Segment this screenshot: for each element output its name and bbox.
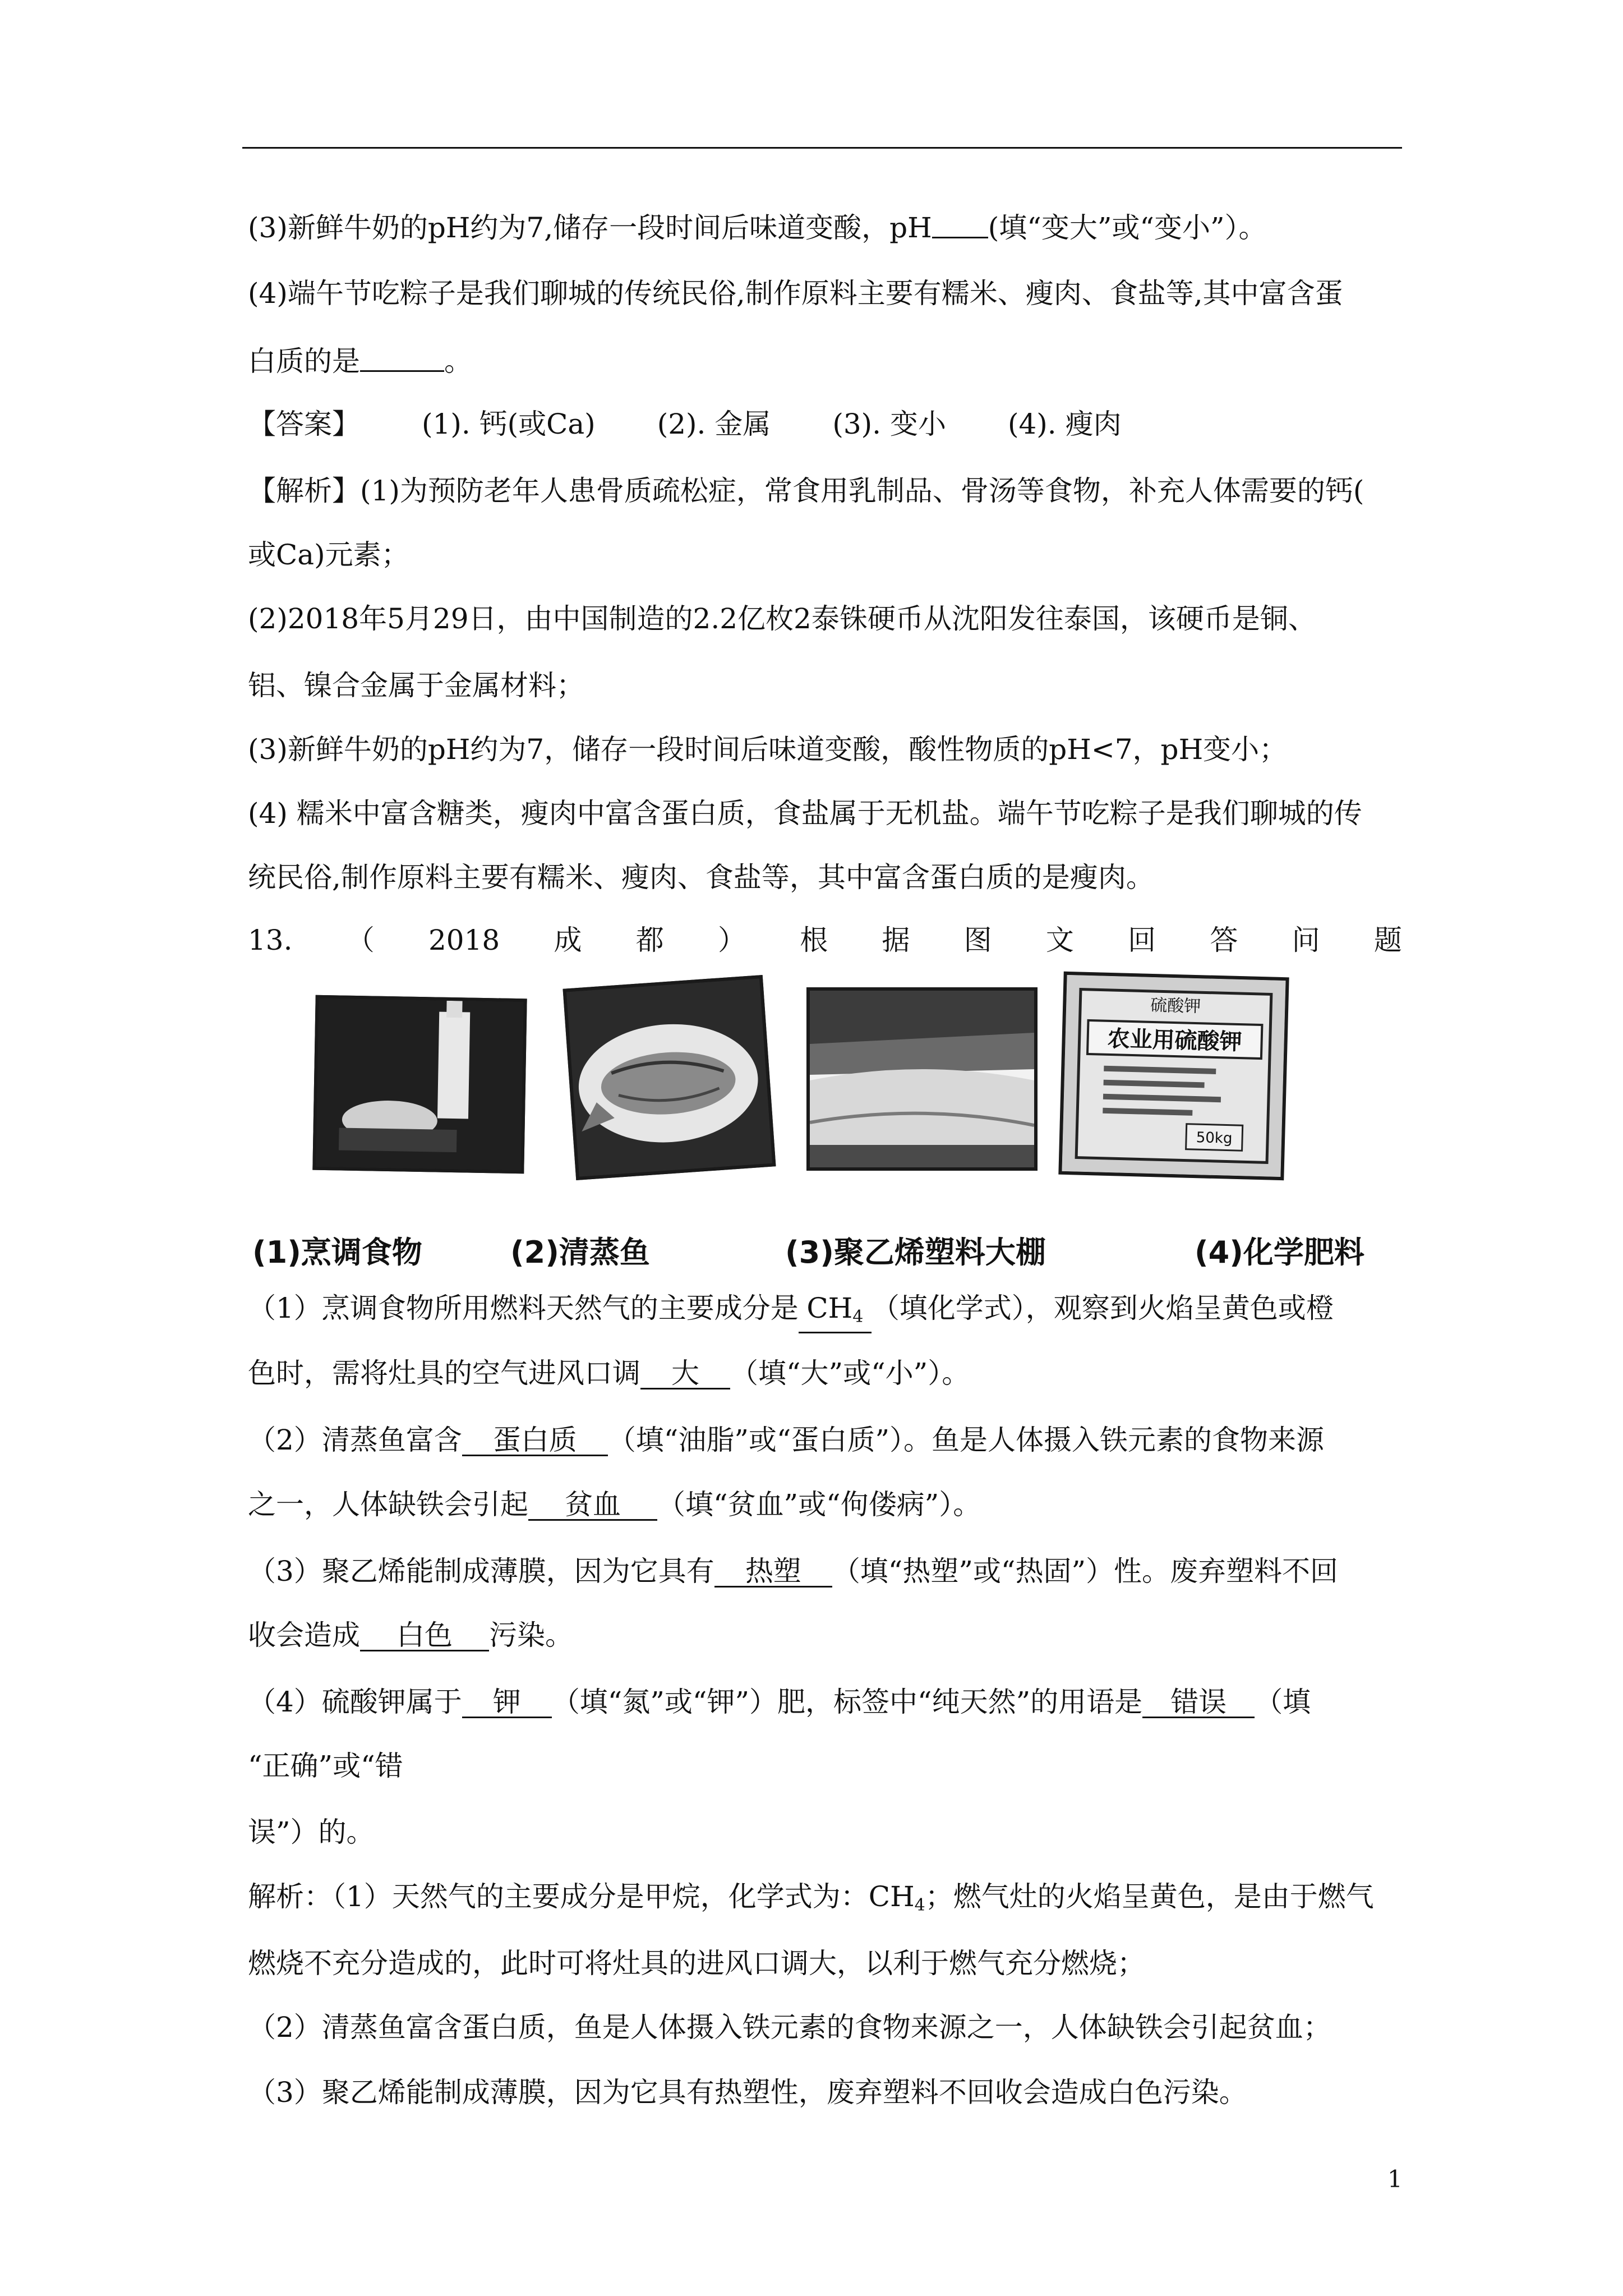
q12-part3-text: (3)新鲜牛奶的pH约为7,储存一段时间后味道变酸，pH bbox=[248, 211, 932, 244]
q13-s2-line1 bbox=[248, 1422, 1324, 1458]
bag-weight-text: 50kg bbox=[1196, 1129, 1233, 1147]
q12-part3-blank bbox=[932, 209, 988, 238]
q12-part3-line bbox=[248, 209, 1267, 246]
q13-s3-line2 bbox=[248, 1617, 573, 1653]
photo-cooking bbox=[312, 995, 527, 1174]
bag-title-text: 农业用硫酸钾 bbox=[1107, 1025, 1243, 1056]
answer-3: (3). 变小 bbox=[832, 408, 946, 440]
s1b-text: 色时，需将灶具的空气进风口调 bbox=[248, 1357, 640, 1389]
q13-analysis-line2: 燃烧不充分造成的，此时可将灶具的进风口调大，以利于燃气充分燃烧； bbox=[248, 1947, 1145, 1980]
greenhouse-image bbox=[810, 991, 1034, 1167]
photo-plastic-greenhouse bbox=[806, 987, 1038, 1171]
q12-analysis-line1 bbox=[248, 473, 1364, 509]
s2-answer-protein: 蛋白质 bbox=[462, 1425, 608, 1456]
q13-token: 成 bbox=[554, 924, 582, 956]
q13-captions bbox=[252, 1228, 1402, 1273]
q13-header bbox=[248, 922, 1402, 958]
q13-s2-line2 bbox=[248, 1487, 981, 1522]
page-number: 1 bbox=[1387, 2165, 1403, 2193]
q13-analysis-text: 解析：（1）天然气的主要成分是甲烷，化学式为：CH bbox=[248, 1880, 915, 1913]
q13-token: （ bbox=[346, 924, 375, 956]
q12-part4-line2 bbox=[248, 342, 472, 379]
q13-s4-line3: 误”）的。 bbox=[248, 1816, 375, 1848]
answer-4: (4). 瘦肉 bbox=[1007, 408, 1122, 440]
analysis-subscript: 4 bbox=[914, 1895, 925, 1915]
s2-tail: （填“油脂”或“蛋白质”）。鱼是人体摄入铁元素的食物来源 bbox=[607, 1424, 1325, 1456]
s1-text: （1）烹调食物所用燃料天然气的主要成分是 bbox=[248, 1292, 799, 1324]
q13-token: 都 bbox=[635, 924, 664, 956]
s3-answer-thermoplastic: 热塑 bbox=[714, 1557, 832, 1588]
q12-analysis-line5: (3)新鲜牛奶的pH约为7，储存一段时间后味道变酸，酸性物质的pH<7，pH变小； bbox=[248, 733, 1288, 766]
s2-text: （2）清蒸鱼富含 bbox=[248, 1424, 462, 1456]
q13-s3-line1 bbox=[248, 1553, 1338, 1589]
header-rule bbox=[242, 147, 1402, 149]
q13-number: 13. bbox=[248, 924, 293, 956]
analysis-text: (1)为预防老年人患骨质疏松症，常食用乳制品、骨汤等食物，补充人体需要的钙( bbox=[360, 475, 1364, 507]
q12-part4-text: 白质的是 bbox=[248, 345, 360, 378]
answer-2: (2). 金属 bbox=[657, 408, 771, 440]
q13-analysis-line1 bbox=[248, 1879, 1374, 1924]
s1b-tail: （填“大”或“小”）。 bbox=[730, 1357, 970, 1389]
formula-text: CH bbox=[806, 1292, 853, 1324]
s4-tail: （填 bbox=[1255, 1686, 1311, 1718]
q13-analysis-line3: （2）清蒸鱼富含蛋白质，鱼是人体摄入铁元素的食物来源之一，人体缺铁会引起贫血； bbox=[248, 2011, 1331, 2044]
s2b-tail: （填“贫血”或“佝偻病”）。 bbox=[657, 1488, 981, 1521]
s1-answer-big: 大 bbox=[640, 1359, 730, 1389]
photo-fertilizer-bag bbox=[1058, 972, 1289, 1180]
q12-part4-blank bbox=[360, 342, 444, 372]
s3-text: （3）聚乙烯能制成薄膜，因为它具有 bbox=[248, 1555, 714, 1588]
q12-part3-tail: (填“变大”或“变小”）。 bbox=[988, 211, 1267, 244]
q13-token: 答 bbox=[1210, 924, 1238, 956]
q13-s1-line1 bbox=[248, 1290, 1334, 1333]
s2b-text: 之一，人体缺铁会引起 bbox=[248, 1488, 528, 1521]
q13-token: 根 bbox=[800, 924, 828, 956]
q13-analysis-tail: ；燃气灶的火焰呈黄色，是由于燃气 bbox=[925, 1880, 1374, 1913]
fertilizer-bag-image bbox=[1062, 975, 1285, 1177]
fish-image bbox=[566, 978, 772, 1176]
q13-token: 问 bbox=[1292, 924, 1320, 956]
s4-text: （4）硫酸钾属于 bbox=[248, 1686, 462, 1718]
q13-analysis-line4: （3）聚乙烯能制成薄膜，因为它具有热塑性，废弃塑料不回收会造成白色污染。 bbox=[248, 2076, 1247, 2109]
q12-part4-tail: 。 bbox=[444, 345, 472, 378]
s4-answer-wrong: 错误 bbox=[1142, 1687, 1255, 1718]
bag-brand-text: 硫酸钾 bbox=[1150, 995, 1201, 1017]
answer-label: 【答案】 bbox=[248, 408, 360, 440]
q13-token: ） bbox=[717, 924, 746, 956]
q12-answer-line bbox=[248, 406, 1122, 442]
q13-s1-line2 bbox=[248, 1355, 970, 1391]
q13-token: 回 bbox=[1128, 924, 1156, 956]
analysis-label: 【解析】 bbox=[248, 475, 360, 507]
q13-s4-line1 bbox=[248, 1684, 1311, 1720]
s3-tail: （填“热塑”或“热固”）性。废弃塑料不回 bbox=[832, 1555, 1339, 1588]
s4-answer-potassium: 钾 bbox=[462, 1687, 552, 1718]
q13-year: 2018 bbox=[428, 924, 500, 956]
formula-subscript: 4 bbox=[852, 1307, 864, 1327]
caption-1: (1)烹调食物 bbox=[252, 1235, 422, 1270]
q13-token: 文 bbox=[1045, 924, 1074, 956]
caption-4: (4)化学肥料 bbox=[1195, 1235, 1364, 1270]
s3-answer-white: 白色 bbox=[360, 1621, 489, 1651]
s4-text-mid: （填“氮”或“钾”）肥，标签中“纯天然”的用语是 bbox=[551, 1686, 1143, 1718]
q12-part4-line1: (4)端午节吃粽子是我们聊城的传统民俗,制作原料主要有糯米、瘦肉、食盐等,其中富含蛋 bbox=[248, 277, 1343, 310]
q13-token: 图 bbox=[963, 924, 992, 956]
q12-analysis-line4: 铝、镍合金属于金属材料； bbox=[248, 669, 584, 702]
q13-figure bbox=[314, 966, 1380, 1258]
cooking-image bbox=[316, 999, 523, 1170]
photo-steamed-fish bbox=[563, 975, 776, 1180]
q13-s4-line2: “正确”或“错 bbox=[248, 1750, 403, 1782]
q12-analysis-line7: 统民俗,制作原料主要有糯米、瘦肉、食盐等，其中富含蛋白质的是瘦肉。 bbox=[248, 861, 1154, 894]
s1-answer-formula bbox=[799, 1294, 872, 1333]
s3b-tail: 污染。 bbox=[489, 1619, 573, 1651]
caption-3: (3)聚乙烯塑料大棚 bbox=[785, 1235, 1046, 1270]
s3b-text: 收会造成 bbox=[248, 1619, 360, 1651]
s1-text-tail: （填化学式），观察到火焰呈黄色或橙 bbox=[871, 1292, 1334, 1324]
answer-1: (1). 钙(或Ca) bbox=[422, 408, 596, 440]
q12-analysis-line2: 或Ca)元素； bbox=[248, 539, 409, 571]
q13-token: 据 bbox=[882, 924, 910, 956]
q12-analysis-line3: (2)2018年5月29日，由中国制造的2.2亿枚2泰铢硬币从沈阳发往泰国，该硬币是铜、 bbox=[248, 602, 1316, 635]
caption-2: (2)清蒸鱼 bbox=[510, 1235, 650, 1270]
q12-analysis-line6: (4) 糯米中富含糖类，瘦肉中富含蛋白质，食盐属于无机盐。端午节吃粽子是我们聊城的传 bbox=[248, 797, 1362, 830]
s2-answer-anemia: 贫血 bbox=[528, 1490, 657, 1521]
q13-token: 题 bbox=[1373, 924, 1402, 956]
